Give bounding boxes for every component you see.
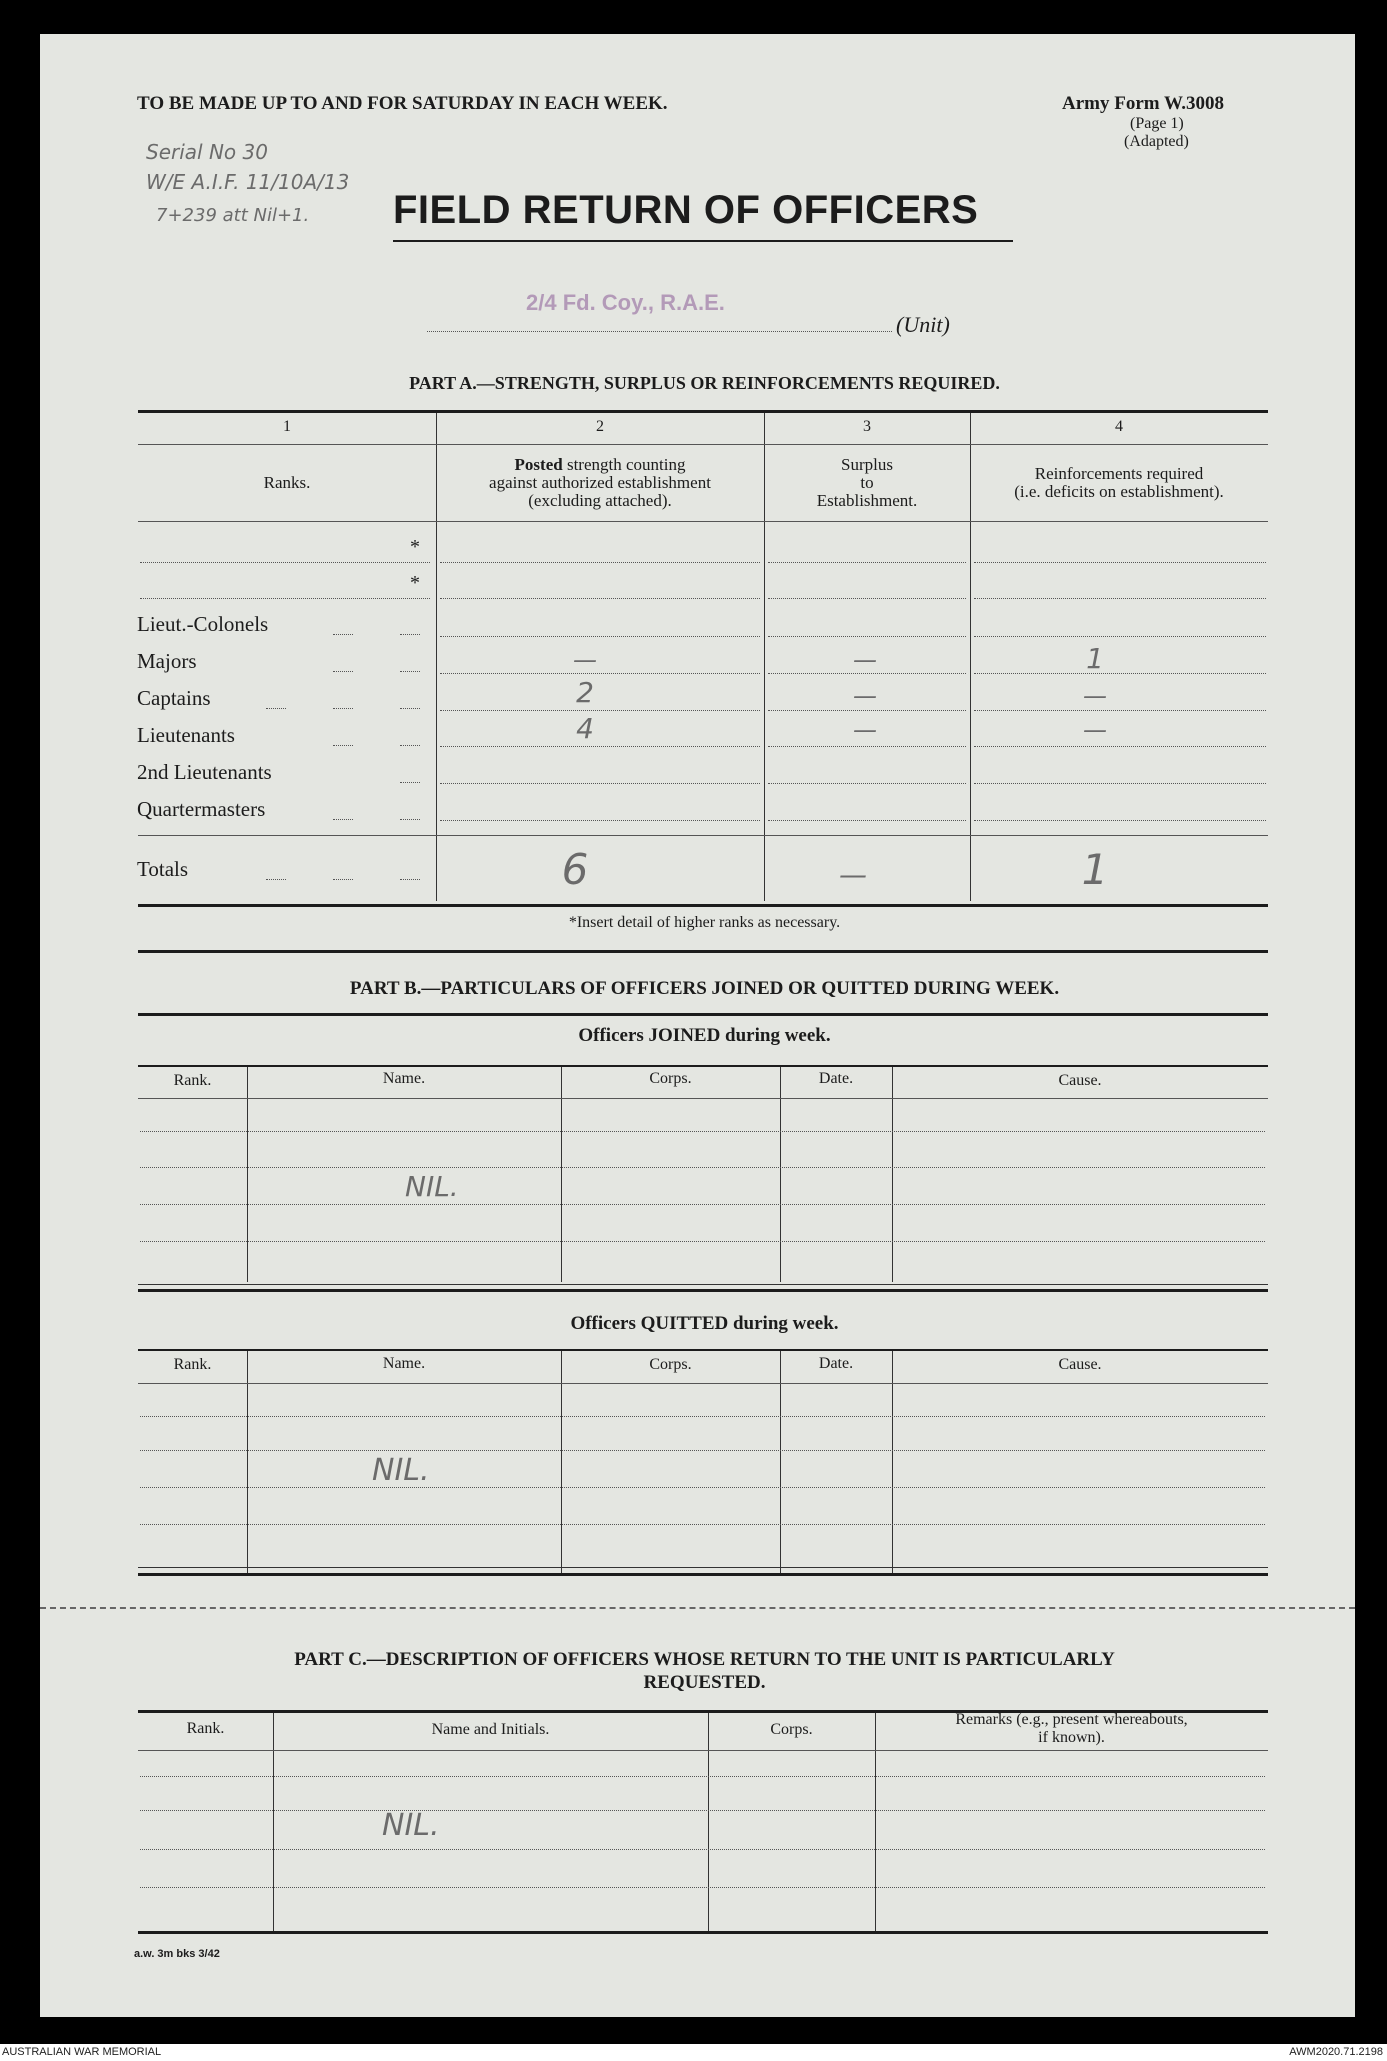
rank-captains: Captains [137, 686, 211, 710]
row-line [440, 636, 760, 637]
part-a-top-rule [138, 410, 1268, 413]
surplus-header: Surplus to Establishment. [816, 455, 918, 510]
quitted-col-corps: Corps. [649, 1356, 692, 1373]
quitted-col-cause: Cause. [1058, 1356, 1102, 1373]
joined-row-line [140, 1167, 1265, 1168]
row-line [440, 820, 760, 821]
row-line [440, 746, 760, 747]
col-number-4: 4 [1115, 418, 1123, 435]
row-line [440, 783, 760, 784]
rank-quartermasters: Quartermasters [137, 797, 266, 821]
annotation-line-1: Serial No 30 [146, 140, 268, 164]
joined-title: Officers JOINED during week. [578, 1025, 831, 1046]
unit-label: (Unit) [896, 312, 950, 337]
part-a-title: PART A.—STRENGTH, SURPLUS OR REINFORCEMENTS REQUIRED. [409, 373, 1000, 393]
star-dotted-1 [140, 562, 430, 563]
row-line [974, 710, 1266, 711]
quitted-row-line [140, 1450, 1265, 1451]
part-c-nil: NIL. [382, 1808, 440, 1843]
leader [400, 819, 420, 820]
leader [333, 819, 353, 820]
joined-col-cause: Cause. [1058, 1072, 1102, 1089]
quitted-col-name: Name. [382, 1355, 426, 1372]
star-1: * [410, 536, 420, 558]
captains-reinforcements: — [1083, 682, 1107, 710]
row-line [768, 710, 966, 711]
part-c-row-line [140, 1776, 1265, 1777]
leader [400, 671, 420, 672]
leader [266, 879, 286, 880]
joined-col-rank: Rank. [173, 1072, 212, 1089]
row-line [440, 562, 760, 563]
col-number-1: 1 [283, 418, 291, 435]
quitted-col-div [561, 1351, 562, 1573]
joined-end-rule [138, 1289, 1268, 1292]
row-line [974, 598, 1266, 599]
reinforcements-header: Reinforcements required (i.e. deficits on establishment). [1014, 464, 1224, 501]
row-line [768, 636, 966, 637]
quitted-row-line [140, 1416, 1265, 1417]
row-line [440, 598, 760, 599]
totals-rule [138, 835, 1268, 836]
joined-bottom-rule [138, 1284, 1268, 1285]
col-number-2: 2 [596, 418, 604, 435]
row-line [768, 783, 966, 784]
row-line [768, 820, 966, 821]
leader [400, 708, 420, 709]
leader [333, 745, 353, 746]
leader [400, 745, 420, 746]
majors-posted: — [573, 646, 597, 674]
quitted-bottom-rule [138, 1567, 1268, 1568]
joined-col-div [892, 1067, 893, 1282]
row-line [974, 562, 1266, 563]
lieutenants-reinforcements: — [1083, 716, 1107, 744]
rank-lieutenants: Lieutenants [137, 723, 235, 747]
part-c-bottom-rule [138, 1931, 1268, 1934]
ranks-header: Ranks. [263, 473, 311, 492]
leader [333, 708, 353, 709]
joined-table-top [138, 1065, 1268, 1067]
rank-majors: Majors [137, 649, 197, 673]
row-line [440, 710, 760, 711]
part-c-header-rule [138, 1750, 1268, 1751]
quitted-end-rule [138, 1573, 1268, 1576]
quitted-col-div [780, 1351, 781, 1573]
totals-reinforcements: 1 [1081, 845, 1109, 894]
captains-surplus: — [853, 682, 877, 710]
row-line [974, 746, 1266, 747]
part-a-footnote: *Insert detail of higher ranks as necessary. [568, 914, 841, 931]
part-b-title: PART B.—PARTICULARS OF OFFICERS JOINED OR QUITTED DURING WEEK. [349, 978, 1060, 999]
leader [333, 671, 353, 672]
joined-col-div [780, 1067, 781, 1282]
joined-col-name: Name. [382, 1070, 426, 1087]
leader [400, 879, 420, 880]
row-line [768, 562, 966, 563]
leader [333, 634, 353, 635]
quitted-row-line [140, 1487, 1265, 1488]
captains-posted: 2 [576, 676, 594, 709]
joined-col-corps: Corps. [649, 1070, 692, 1087]
part-a-end-rule [138, 950, 1268, 953]
col-number-rule [138, 444, 1268, 445]
joined-col-date: Date. [818, 1070, 854, 1087]
posted-header: Posted strength counting against authorized establishment (excluding attached). [489, 455, 711, 510]
part-c-col-div [708, 1713, 709, 1931]
joined-header-rule [138, 1098, 1268, 1099]
part-c-row-line [140, 1887, 1265, 1888]
joined-nil: NIL. [405, 1170, 459, 1203]
quitted-col-rank: Rank. [173, 1356, 212, 1373]
form-title: FIELD RETURN OF OFFICERS [393, 188, 979, 232]
unit-stamp: 2/4 Fd. Coy., R.A.E. [526, 290, 725, 315]
leader [266, 708, 286, 709]
quitted-col-div [892, 1351, 893, 1573]
totals-label: Totals [137, 857, 189, 881]
majors-reinforcements: 1 [1086, 642, 1104, 675]
annotation-line-3: 7+239 att Nil+1. [156, 205, 310, 226]
quitted-row-line [140, 1524, 1265, 1525]
joined-row-line [140, 1204, 1265, 1205]
row-line [768, 598, 966, 599]
archive-footer [0, 2044, 1387, 2061]
part-b-top-rule [138, 1013, 1268, 1016]
footer-right: AWM2020.71.2198 [1289, 2046, 1383, 2058]
form-number: Army Form W.3008 [1062, 93, 1225, 114]
row-line [974, 820, 1266, 821]
leader [333, 879, 353, 880]
majors-surplus: — [853, 646, 877, 674]
instruction-text: TO BE MADE UP TO AND FOR SATURDAY IN EACH WEEK. [137, 93, 668, 114]
joined-row-line [140, 1131, 1265, 1132]
part-c-col-div [273, 1713, 274, 1931]
quitted-nil: NIL. [372, 1453, 430, 1488]
part-c-col-rank: Rank. [186, 1720, 225, 1737]
form-page: (Page 1) [1130, 115, 1184, 132]
part-a-bottom-rule [138, 904, 1268, 907]
quitted-header-rule [138, 1383, 1268, 1384]
totals-posted: 6 [561, 845, 589, 894]
joined-col-div [561, 1067, 562, 1282]
print-code: a.w. 3m bks 3/42 [134, 1948, 220, 1960]
star-2: * [410, 572, 420, 594]
leader [400, 782, 420, 783]
part-c-title: PART C.—DESCRIPTION OF OFFICERS WHOSE RETURN TO THE UNIT IS PARTICULARLY REQUESTED. [294, 1649, 1115, 1693]
leader [400, 634, 420, 635]
part-c-row-line [140, 1849, 1265, 1850]
quitted-table-top [138, 1349, 1268, 1351]
form-adapted: (Adapted) [1124, 133, 1189, 150]
rank-2nd-lieutenants: 2nd Lieutenants [137, 760, 272, 784]
star-dotted-2 [140, 598, 430, 599]
quitted-title: Officers QUITTED during week. [570, 1313, 839, 1334]
totals-surplus: — [839, 858, 867, 891]
part-c-row-line [140, 1810, 1265, 1811]
footer-left: AUSTRALIAN WAR MEMORIAL [2, 2046, 162, 2058]
part-c-col-name: Name and Initials. [431, 1721, 550, 1738]
perforation-line [40, 1607, 1355, 1609]
joined-col-div [247, 1067, 248, 1282]
lieutenants-posted: 4 [576, 712, 594, 745]
quitted-col-div [247, 1351, 248, 1573]
header-bottom-rule [138, 521, 1268, 522]
title-underline [393, 240, 1013, 242]
row-line [974, 783, 1266, 784]
col-number-3: 3 [863, 418, 871, 435]
unit-dotted-line [427, 331, 892, 332]
row-line [768, 746, 966, 747]
row-line [974, 636, 1266, 637]
rank-lieut-colonels: Lieut.-Colonels [137, 612, 269, 636]
joined-row-line [140, 1241, 1265, 1242]
part-c-col-remarks: Remarks (e.g., present whereabouts, if known). [955, 1711, 1188, 1746]
part-c-col-corps: Corps. [770, 1721, 813, 1738]
lieutenants-surplus: — [853, 716, 877, 744]
quitted-col-date: Date. [818, 1355, 854, 1372]
annotation-line-2: W/E A.I.F. 11/10A/13 [146, 170, 350, 194]
